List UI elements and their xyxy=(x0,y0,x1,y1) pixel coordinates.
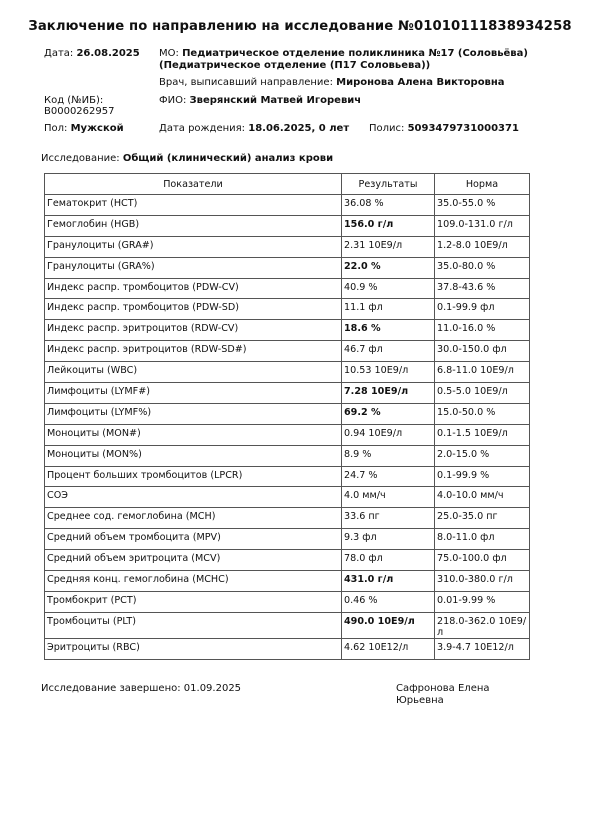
policy-label: Полис: xyxy=(369,123,405,134)
table-row xyxy=(45,508,530,529)
mo-label: МО: xyxy=(159,48,179,59)
study-value: Общий (клинический) анализ крови xyxy=(122,153,334,164)
doctor-value: Миронова Алена Викторовна xyxy=(336,77,505,88)
birth-field xyxy=(159,123,349,134)
result-value: 24.7 % xyxy=(342,466,435,487)
study-label: Исследование: xyxy=(41,153,120,164)
table-header-row xyxy=(45,174,530,195)
indicator-name: Среднее сод. гемоглобина (MCH) xyxy=(45,508,342,529)
header-indicator: Показатели xyxy=(45,174,342,195)
indicator-name: СОЭ xyxy=(45,487,342,508)
norm-value: 4.0-10.0 мм/ч xyxy=(435,487,530,508)
norm-value: 0.1-99.9 % xyxy=(435,466,530,487)
indicator-name: Гранулоциты (GRA#) xyxy=(45,236,342,257)
header-result: Результаты xyxy=(342,174,435,195)
indicator-name: Лимфоциты (LYMF#) xyxy=(45,383,342,404)
indicator-name: Моноциты (MON%) xyxy=(45,445,342,466)
signer-name-line1: Сафронова Елена xyxy=(396,683,490,694)
indicator-name: Тромбокрит (PCT) xyxy=(45,591,342,612)
mo-value-line2: (Педиатрическое отделение (П17 Соловьева)) xyxy=(159,60,431,71)
table-row xyxy=(45,215,530,236)
norm-value: 35.0-80.0 % xyxy=(435,257,530,278)
results-table xyxy=(44,173,530,660)
norm-value: 310.0-380.0 г/л xyxy=(435,571,530,592)
result-value: 4.0 мм/ч xyxy=(342,487,435,508)
table-row xyxy=(45,320,530,341)
result-value: 11.1 фл xyxy=(342,299,435,320)
fio-value: Зверянский Матвей Игоревич xyxy=(189,95,362,106)
indicator-name: Средний объем тромбоцита (MPV) xyxy=(45,529,342,550)
result-value: 36.08 % xyxy=(342,195,435,216)
doctor-label: Врач, выписавший направление: xyxy=(159,77,333,88)
result-value: 40.9 % xyxy=(342,278,435,299)
result-value: 156.0 г/л xyxy=(342,215,435,236)
norm-value: 0.5-5.0 10E9/л xyxy=(435,383,530,404)
results-body xyxy=(45,195,530,660)
indicator-name: Гематокрит (HCT) xyxy=(45,195,342,216)
result-value: 69.2 % xyxy=(342,403,435,424)
table-row xyxy=(45,362,530,383)
result-value: 0.46 % xyxy=(342,591,435,612)
result-value: 8.9 % xyxy=(342,445,435,466)
policy-value: 5093479731000371 xyxy=(407,123,519,134)
indicator-name: Индекс распр. эритроцитов (RDW-SD#) xyxy=(45,341,342,362)
table-row xyxy=(45,195,530,216)
table-row xyxy=(45,445,530,466)
table-row xyxy=(45,550,530,571)
result-value: 7.28 10E9/л xyxy=(342,383,435,404)
code-label: Код (№ИБ): xyxy=(44,95,104,106)
table-row xyxy=(45,591,530,612)
date-value: 26.08.2025 xyxy=(76,48,140,59)
norm-value: 11.0-16.0 % xyxy=(435,320,530,341)
norm-value: 109.0-131.0 г/л xyxy=(435,215,530,236)
norm-value: 0.1-99.9 фл xyxy=(435,299,530,320)
norm-value: 6.8-11.0 10E9/л xyxy=(435,362,530,383)
date-field xyxy=(44,48,140,59)
indicator-name: Средняя конц. гемоглобина (MCHC) xyxy=(45,571,342,592)
result-value: 431.0 г/л xyxy=(342,571,435,592)
result-value: 4.62 10E12/л xyxy=(342,638,435,659)
indicator-name: Гемоглобин (HGB) xyxy=(45,215,342,236)
indicator-name: Индекс распр. тромбоцитов (PDW-SD) xyxy=(45,299,342,320)
norm-value: 75.0-100.0 фл xyxy=(435,550,530,571)
policy-field xyxy=(369,123,519,134)
result-value: 78.0 фл xyxy=(342,550,435,571)
table-row xyxy=(45,466,530,487)
result-value: 490.0 10E9/л xyxy=(342,612,435,638)
result-value: 22.0 % xyxy=(342,257,435,278)
result-value: 18.6 % xyxy=(342,320,435,341)
sex-label: Пол: xyxy=(44,123,68,134)
table-row xyxy=(45,236,530,257)
study-field xyxy=(41,153,333,164)
header-norm: Норма xyxy=(435,174,530,195)
norm-value: 0.01-9.99 % xyxy=(435,591,530,612)
table-row xyxy=(45,403,530,424)
table-row xyxy=(45,638,530,659)
table-row xyxy=(45,257,530,278)
sex-field xyxy=(44,123,124,134)
norm-value: 25.0-35.0 пг xyxy=(435,508,530,529)
result-value: 2.31 10E9/л xyxy=(342,236,435,257)
birth-value: 18.06.2025, 0 лет xyxy=(248,123,350,134)
mo-field xyxy=(159,48,528,59)
result-value: 33.6 пг xyxy=(342,508,435,529)
result-value: 46.7 фл xyxy=(342,341,435,362)
indicator-name: Тромбоциты (PLT) xyxy=(45,612,342,638)
indicator-name: Индекс распр. эритроцитов (RDW-CV) xyxy=(45,320,342,341)
date-label: Дата: xyxy=(44,48,74,59)
norm-value: 1.2-8.0 10E9/л xyxy=(435,236,530,257)
norm-value: 35.0-55.0 % xyxy=(435,195,530,216)
doctor-field xyxy=(159,77,505,88)
indicator-name: Процент больших тромбоцитов (LPCR) xyxy=(45,466,342,487)
fio-label: ФИО: xyxy=(159,95,187,106)
completed-date: Исследование завершено: 01.09.2025 xyxy=(41,683,242,694)
signer-name-line2: Юрьевна xyxy=(396,695,444,706)
sex-value: Мужской xyxy=(70,123,124,134)
table-row xyxy=(45,571,530,592)
code-value: B0000262957 xyxy=(44,106,115,117)
indicator-name: Эритроциты (RBC) xyxy=(45,638,342,659)
norm-value: 0.1-1.5 10E9/л xyxy=(435,424,530,445)
norm-value: 3.9-4.7 10E12/л xyxy=(435,638,530,659)
fio-field xyxy=(159,95,361,106)
table-row xyxy=(45,278,530,299)
table-row xyxy=(45,341,530,362)
table-row xyxy=(45,383,530,404)
indicator-name: Лейкоциты (WBC) xyxy=(45,362,342,383)
table-row xyxy=(45,299,530,320)
indicator-name: Моноциты (MON#) xyxy=(45,424,342,445)
norm-value: 218.0-362.0 10E9/л xyxy=(435,612,530,638)
indicator-name: Средний объем эритроцита (MCV) xyxy=(45,550,342,571)
norm-value: 8.0-11.0 фл xyxy=(435,529,530,550)
indicator-name: Лимфоциты (LYMF%) xyxy=(45,403,342,424)
indicator-name: Индекс распр. тромбоцитов (PDW-CV) xyxy=(45,278,342,299)
table-row xyxy=(45,529,530,550)
birth-label: Дата рождения: xyxy=(159,123,246,134)
indicator-name: Гранулоциты (GRA%) xyxy=(45,257,342,278)
norm-value: 37.8-43.6 % xyxy=(435,278,530,299)
result-value: 0.94 10E9/л xyxy=(342,424,435,445)
norm-value: 15.0-50.0 % xyxy=(435,403,530,424)
result-value: 10.53 10E9/л xyxy=(342,362,435,383)
table-row xyxy=(45,424,530,445)
table-row xyxy=(45,612,530,638)
document-title: Заключение по направлению на исследование №01010111838934258 xyxy=(28,19,572,34)
norm-value: 2.0-15.0 % xyxy=(435,445,530,466)
norm-value: 30.0-150.0 фл xyxy=(435,341,530,362)
result-value: 9.3 фл xyxy=(342,529,435,550)
table-row xyxy=(45,487,530,508)
mo-value-line1: Педиатрическое отделение поликлиника №17 (Соловьёва) xyxy=(182,48,528,59)
